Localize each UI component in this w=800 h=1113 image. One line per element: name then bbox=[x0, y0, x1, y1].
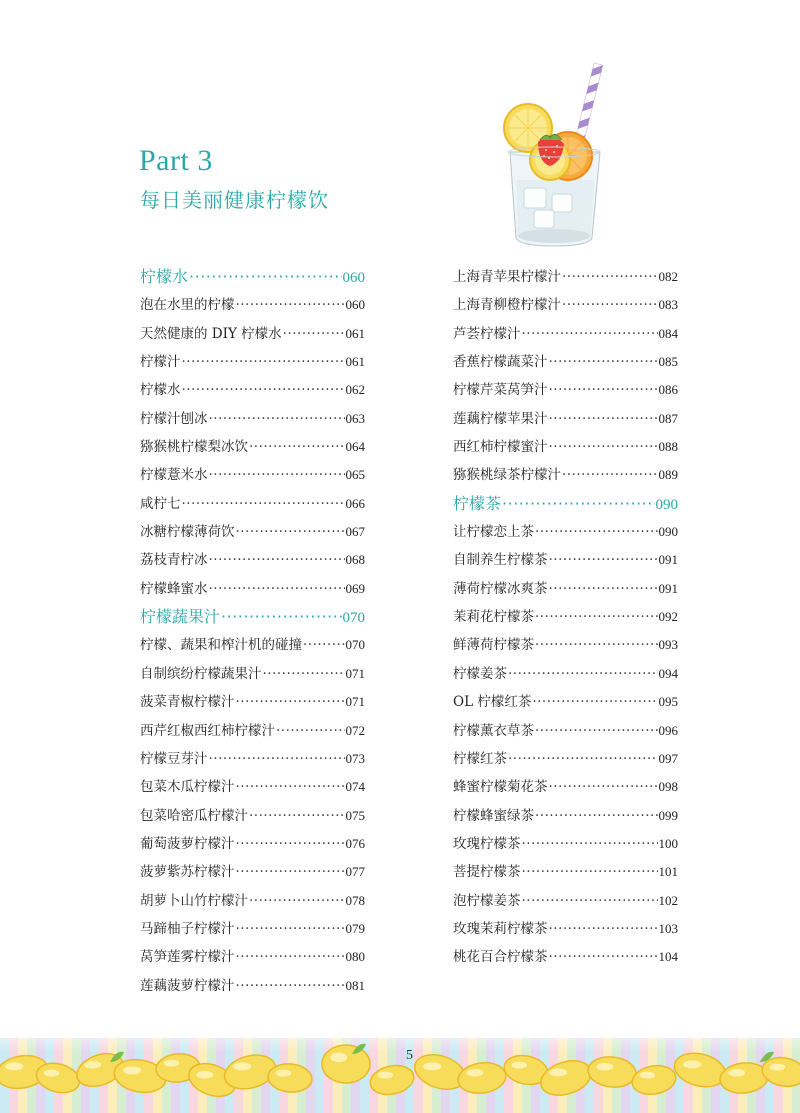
toc-page-number: 102 bbox=[658, 892, 678, 908]
toc-leader-dots bbox=[236, 830, 345, 858]
toc-leader-dots bbox=[549, 773, 658, 801]
toc-leader-dots bbox=[236, 915, 345, 943]
lemon-highlight bbox=[596, 1063, 613, 1071]
toc-entry-title: 柠檬芹菜莴笋汁 bbox=[453, 382, 548, 399]
toc-leader-dots bbox=[535, 631, 658, 659]
toc-entry-title: 柠檬蔬果汁 bbox=[140, 607, 221, 627]
toc-entry-title: 冰糖柠檬薄荷饮 bbox=[140, 524, 235, 541]
lemon-highlight bbox=[466, 1069, 483, 1077]
toc-page-number: 071 bbox=[345, 665, 365, 681]
toc-page-number: 081 bbox=[345, 977, 365, 993]
toc-entry-title: 柠檬豆芽汁 bbox=[140, 750, 208, 767]
toc-entry[interactable] bbox=[453, 518, 678, 546]
toc-leader-dots bbox=[502, 490, 654, 518]
toc-leader-dots bbox=[221, 603, 341, 631]
toc-page-number: 103 bbox=[658, 920, 678, 936]
toc-entry-title: 让柠檬恋上茶 bbox=[453, 524, 534, 541]
toc-leader-dots bbox=[549, 348, 658, 376]
toc-entry-title: 咸柠七 bbox=[140, 495, 181, 512]
toc-leader-dots bbox=[209, 461, 345, 489]
toc-leader-dots bbox=[522, 320, 658, 348]
toc-entry-title: 西红柿柠檬蜜汁 bbox=[453, 439, 548, 456]
toc-leader-dots bbox=[236, 943, 345, 971]
lemon-highlight bbox=[196, 1071, 213, 1079]
toc-page-number: 072 bbox=[345, 722, 365, 738]
toc-page-number: 063 bbox=[345, 410, 365, 426]
toc-entry-title: 荔枝青柠冰 bbox=[140, 552, 208, 569]
toc-entry-title: 包菜木瓜柠檬汁 bbox=[140, 779, 235, 796]
toc-page-number: 077 bbox=[345, 864, 365, 880]
toc-page-number: 069 bbox=[345, 580, 365, 596]
toc-page-number: 070 bbox=[345, 637, 365, 653]
toc-page-number: 099 bbox=[658, 807, 678, 823]
toc-entry[interactable] bbox=[140, 943, 365, 971]
toc-leader-dots bbox=[209, 745, 345, 773]
toc-page-number: 083 bbox=[658, 297, 678, 313]
toc-entry-title: 蜂蜜柠檬菊花茶 bbox=[453, 779, 548, 796]
toc-section-heading[interactable] bbox=[140, 263, 365, 291]
toc-leader-dots bbox=[549, 943, 658, 971]
toc-entry[interactable] bbox=[453, 631, 678, 659]
toc-entry[interactable] bbox=[453, 603, 678, 631]
toc-entry-title: 芦荟柠檬汁 bbox=[453, 325, 521, 342]
toc-entry[interactable] bbox=[453, 320, 678, 348]
toc-entry-title: 西芹红椒西红柿柠檬汁 bbox=[140, 722, 275, 739]
toc-page-number: 085 bbox=[658, 354, 678, 370]
toc-entry-title: 泡在水里的柠檬 bbox=[140, 297, 235, 314]
toc-entry[interactable] bbox=[140, 490, 365, 518]
toc-section-heading[interactable] bbox=[140, 603, 365, 631]
lemon-highlight bbox=[276, 1070, 291, 1077]
toc-entry[interactable] bbox=[140, 830, 365, 858]
toc-entry[interactable] bbox=[453, 405, 678, 433]
toc-page-number: 091 bbox=[658, 552, 678, 568]
toc-entry-title: 柠檬薰衣草茶 bbox=[453, 722, 534, 739]
toc-leader-dots bbox=[263, 660, 345, 688]
toc-entry-title: 菠菜青椒柠檬汁 bbox=[140, 694, 235, 711]
toc-page-number: 101 bbox=[658, 864, 678, 880]
toc-entry-title: 茉莉花柠檬茶 bbox=[453, 609, 534, 626]
page-number: 5 bbox=[406, 1048, 413, 1063]
toc-entry-title: 上海青柳橙柠檬汁 bbox=[453, 297, 561, 314]
toc-page-number: 071 bbox=[345, 694, 365, 710]
lemon-highlight bbox=[770, 1064, 785, 1071]
toc-entry[interactable] bbox=[140, 575, 365, 603]
toc-page-number: 087 bbox=[658, 410, 678, 426]
toc-page-number: 062 bbox=[345, 382, 365, 398]
toc-page-number: 070 bbox=[342, 610, 365, 627]
toc-page-number: 068 bbox=[345, 552, 365, 568]
toc-entry[interactable] bbox=[140, 717, 365, 745]
toc-entry-title: 桃花百合柠檬茶 bbox=[453, 949, 548, 966]
toc-entry[interactable] bbox=[453, 887, 678, 915]
toc-leader-dots bbox=[535, 802, 658, 830]
lemon-icon bbox=[322, 1045, 370, 1083]
lemon-highlight bbox=[84, 1061, 101, 1069]
toc-page-number: 089 bbox=[658, 467, 678, 483]
toc-entry[interactable] bbox=[140, 773, 365, 801]
lemon-highlight bbox=[5, 1062, 23, 1070]
toc-entry[interactable] bbox=[453, 546, 678, 574]
toc-entry[interactable] bbox=[453, 433, 678, 461]
toc-entry-title: 玫瑰柠檬茶 bbox=[453, 835, 521, 852]
toc-leader-dots bbox=[562, 291, 658, 319]
toc-page-number: 098 bbox=[658, 779, 678, 795]
toc-leader-dots bbox=[535, 717, 658, 745]
toc-entry-title: 上海青苹果柠檬汁 bbox=[453, 269, 561, 285]
toc-leader-dots bbox=[508, 745, 658, 773]
toc-entry[interactable] bbox=[140, 433, 365, 461]
toc-leader-dots bbox=[283, 320, 345, 348]
toc-leader-dots bbox=[549, 546, 658, 574]
toc-page-number: 061 bbox=[345, 354, 365, 370]
toc-entry-title: 猕猴桃绿茶柠檬汁 bbox=[453, 467, 561, 484]
toc-leader-dots bbox=[236, 291, 345, 319]
toc-entry-title: 柠檬薏米水 bbox=[140, 467, 208, 484]
toc-entry-title: 天然健康的 DIY 柠檬水 bbox=[140, 325, 282, 342]
part-subtitle: 每日美丽健康柠檬饮 bbox=[140, 188, 329, 212]
toc-page-number: 100 bbox=[658, 835, 678, 851]
toc-entry[interactable] bbox=[140, 348, 365, 376]
toc-entry[interactable] bbox=[140, 915, 365, 943]
toc-entry[interactable] bbox=[453, 348, 678, 376]
lemon-highlight bbox=[123, 1066, 141, 1074]
toc-leader-dots bbox=[549, 433, 658, 461]
toc-entry[interactable] bbox=[453, 943, 678, 971]
toc-entry[interactable] bbox=[140, 887, 365, 915]
lemon-highlight bbox=[728, 1069, 745, 1077]
toc-entry-title: 泡柠檬姜茶 bbox=[453, 892, 521, 909]
toc-left-column bbox=[140, 263, 365, 1000]
toc-page-number: 073 bbox=[345, 750, 365, 766]
toc-page-number: 065 bbox=[345, 467, 365, 483]
toc-entry-title: 猕猴桃柠檬梨冰饮 bbox=[140, 439, 248, 456]
toc-page-number: 074 bbox=[345, 779, 365, 795]
toc-leader-dots bbox=[549, 405, 658, 433]
toc-leader-dots bbox=[562, 263, 658, 291]
toc-entry[interactable] bbox=[453, 660, 678, 688]
toc-entry-title: 柠檬、蔬果和榨汁机的碰撞 bbox=[140, 637, 302, 654]
toc-entry-title: 柠檬水 bbox=[140, 382, 181, 399]
toc-leader-dots bbox=[535, 518, 658, 546]
toc-entry-title: 鲜薄荷柠檬茶 bbox=[453, 637, 534, 654]
toc-leader-dots bbox=[549, 575, 658, 603]
toc-entry[interactable] bbox=[453, 915, 678, 943]
toc-leader-dots bbox=[236, 972, 345, 1000]
toc-leader-dots bbox=[249, 433, 345, 461]
toc-entry[interactable] bbox=[453, 263, 678, 291]
toc-section-heading[interactable] bbox=[453, 490, 678, 518]
toc-page-number: 090 bbox=[655, 496, 678, 513]
toc-leader-dots bbox=[508, 660, 658, 688]
toc-entry[interactable] bbox=[140, 546, 365, 574]
toc-page-number: 066 bbox=[345, 495, 365, 511]
toc-page-number: 093 bbox=[658, 637, 678, 653]
toc-leader-dots bbox=[303, 631, 345, 659]
toc-leader-dots bbox=[209, 575, 345, 603]
toc-leader-dots bbox=[549, 376, 658, 404]
toc-page-number: 088 bbox=[658, 439, 678, 455]
toc-leader-dots bbox=[182, 376, 345, 404]
toc-entry[interactable] bbox=[140, 802, 365, 830]
toc-page-number: 075 bbox=[345, 807, 365, 823]
toc-entry[interactable] bbox=[453, 291, 678, 319]
toc-entry-title: 自制缤纷柠檬蔬果汁 bbox=[140, 665, 262, 682]
toc-page-number: 061 bbox=[345, 325, 365, 341]
toc-entry-title: 葡萄菠萝柠檬汁 bbox=[140, 835, 235, 852]
lemon-border-art bbox=[0, 1020, 800, 1113]
toc-leader-dots bbox=[182, 348, 345, 376]
toc-leader-dots bbox=[522, 887, 658, 915]
lemon-highlight bbox=[512, 1062, 527, 1069]
toc-page-number: 090 bbox=[658, 524, 678, 540]
toc-leader-dots bbox=[236, 518, 345, 546]
toc-entry-title: 柠檬蜂蜜绿茶 bbox=[453, 807, 534, 824]
toc-page-number: 082 bbox=[658, 269, 678, 284]
toc-entry-title: 玫瑰茉莉柠檬茶 bbox=[453, 920, 548, 937]
toc-page-number: 092 bbox=[658, 609, 678, 625]
part-label: Part 3 bbox=[139, 144, 213, 177]
toc-leader-dots bbox=[562, 461, 658, 489]
toc-entry-title: 莴笋莲雾柠檬汁 bbox=[140, 949, 235, 966]
toc-page-number: 079 bbox=[345, 920, 365, 936]
toc-entry[interactable] bbox=[140, 631, 365, 659]
toc-leader-dots bbox=[535, 603, 658, 631]
toc-entry-title: 柠檬姜茶 bbox=[453, 665, 507, 682]
toc-page-number: 080 bbox=[345, 949, 365, 965]
toc-entry[interactable] bbox=[140, 461, 365, 489]
toc-leader-dots bbox=[249, 802, 345, 830]
lemon-highlight bbox=[683, 1060, 701, 1068]
toc-entry-title: 胡萝卜山竹柠檬汁 bbox=[140, 892, 248, 909]
toc-entry[interactable] bbox=[453, 688, 678, 716]
toc-leader-dots bbox=[522, 858, 658, 886]
toc-leader-dots bbox=[209, 405, 345, 433]
toc-entry[interactable] bbox=[453, 773, 678, 801]
toc-leader-dots bbox=[209, 546, 345, 574]
toc-page-number: 096 bbox=[658, 722, 678, 738]
lemon-drink-illustration bbox=[488, 60, 618, 250]
toc-page-number: 060 bbox=[345, 297, 365, 313]
lemon-border-decoration bbox=[0, 1020, 800, 1113]
toc-entry[interactable] bbox=[453, 745, 678, 773]
toc-entry-title: 薄荷柠檬冰爽茶 bbox=[453, 580, 548, 597]
toc-entry[interactable] bbox=[140, 320, 365, 348]
toc-entry-title: 柠檬汁 bbox=[140, 354, 181, 371]
toc-page-number: 060 bbox=[342, 270, 365, 286]
toc-entry-title: 莲藕菠萝柠檬汁 bbox=[140, 977, 235, 994]
toc-entry[interactable] bbox=[140, 291, 365, 319]
toc-entry-title: 香蕉柠檬蔬菜汁 bbox=[453, 354, 548, 371]
toc-entry-title: 柠檬红茶 bbox=[453, 750, 507, 767]
toc-page-number: 067 bbox=[345, 524, 365, 540]
toc-leader-dots bbox=[236, 773, 345, 801]
toc-entry[interactable] bbox=[453, 830, 678, 858]
toc-entry-title: 菩提柠檬茶 bbox=[453, 864, 521, 881]
toc-page-number: 094 bbox=[658, 665, 678, 681]
toc-entry[interactable] bbox=[453, 802, 678, 830]
toc-entry[interactable] bbox=[140, 972, 365, 1000]
toc-leader-dots bbox=[249, 887, 345, 915]
toc-leader-dots bbox=[532, 688, 657, 716]
toc-entry-title: 柠檬蜂蜜水 bbox=[140, 580, 208, 597]
toc-page-number: 076 bbox=[345, 835, 365, 851]
toc-entry-title: OL 柠檬红茶 bbox=[453, 694, 532, 711]
toc-entry[interactable] bbox=[140, 660, 365, 688]
toc-leader-dots bbox=[236, 858, 345, 886]
lemon-highlight bbox=[423, 1062, 441, 1070]
toc-entry[interactable] bbox=[453, 717, 678, 745]
lemon-highlight bbox=[330, 1053, 347, 1063]
toc-entry-title: 马蹄柚子柠檬汁 bbox=[140, 920, 235, 937]
toc-page-number: 086 bbox=[658, 382, 678, 398]
lemon-highlight bbox=[233, 1062, 251, 1070]
toc-entry-title: 柠檬水 bbox=[140, 267, 189, 286]
toc-entry-title: 柠檬茶 bbox=[453, 493, 502, 513]
toc-entry[interactable] bbox=[453, 376, 678, 404]
toc-entry[interactable] bbox=[140, 376, 365, 404]
toc-leader-dots bbox=[236, 688, 345, 716]
toc-entry-title: 自制养生柠檬茶 bbox=[453, 552, 548, 569]
toc-page-number: 078 bbox=[345, 892, 365, 908]
lemon-highlight bbox=[44, 1070, 59, 1077]
toc-page-number: 064 bbox=[345, 439, 365, 455]
toc-leader-dots bbox=[276, 717, 345, 745]
lemon-highlight bbox=[164, 1060, 179, 1067]
toc-leader-dots bbox=[189, 263, 341, 291]
toc-entry-title: 菠萝紫苏柠檬汁 bbox=[140, 864, 235, 881]
toc-entry[interactable] bbox=[140, 745, 365, 773]
toc-entry[interactable] bbox=[140, 518, 365, 546]
toc-page-number: 097 bbox=[658, 750, 678, 766]
lemon-highlight bbox=[640, 1072, 655, 1079]
toc-entry-title: 莲藕柠檬苹果汁 bbox=[453, 410, 548, 427]
toc-page-number: 091 bbox=[658, 580, 678, 596]
toc-leader-dots bbox=[549, 915, 658, 943]
toc-entry[interactable] bbox=[453, 858, 678, 886]
toc-page-number: 104 bbox=[658, 949, 678, 965]
toc-entry-title: 柠檬汁刨冰 bbox=[140, 410, 208, 427]
toc-page-number: 084 bbox=[658, 325, 678, 341]
toc-leader-dots bbox=[182, 490, 345, 518]
lemon-highlight bbox=[378, 1072, 393, 1079]
toc-entry-title: 包菜哈密瓜柠檬汁 bbox=[140, 807, 248, 824]
toc-entry[interactable] bbox=[453, 461, 678, 489]
toc-leader-dots bbox=[522, 830, 658, 858]
toc-entry[interactable] bbox=[453, 575, 678, 603]
toc-entry[interactable] bbox=[140, 858, 365, 886]
toc-page-number: 095 bbox=[658, 694, 678, 710]
toc-right-column bbox=[453, 263, 678, 972]
toc-entry[interactable] bbox=[140, 688, 365, 716]
lemon-highlight bbox=[549, 1068, 567, 1076]
toc-entry[interactable] bbox=[140, 405, 365, 433]
